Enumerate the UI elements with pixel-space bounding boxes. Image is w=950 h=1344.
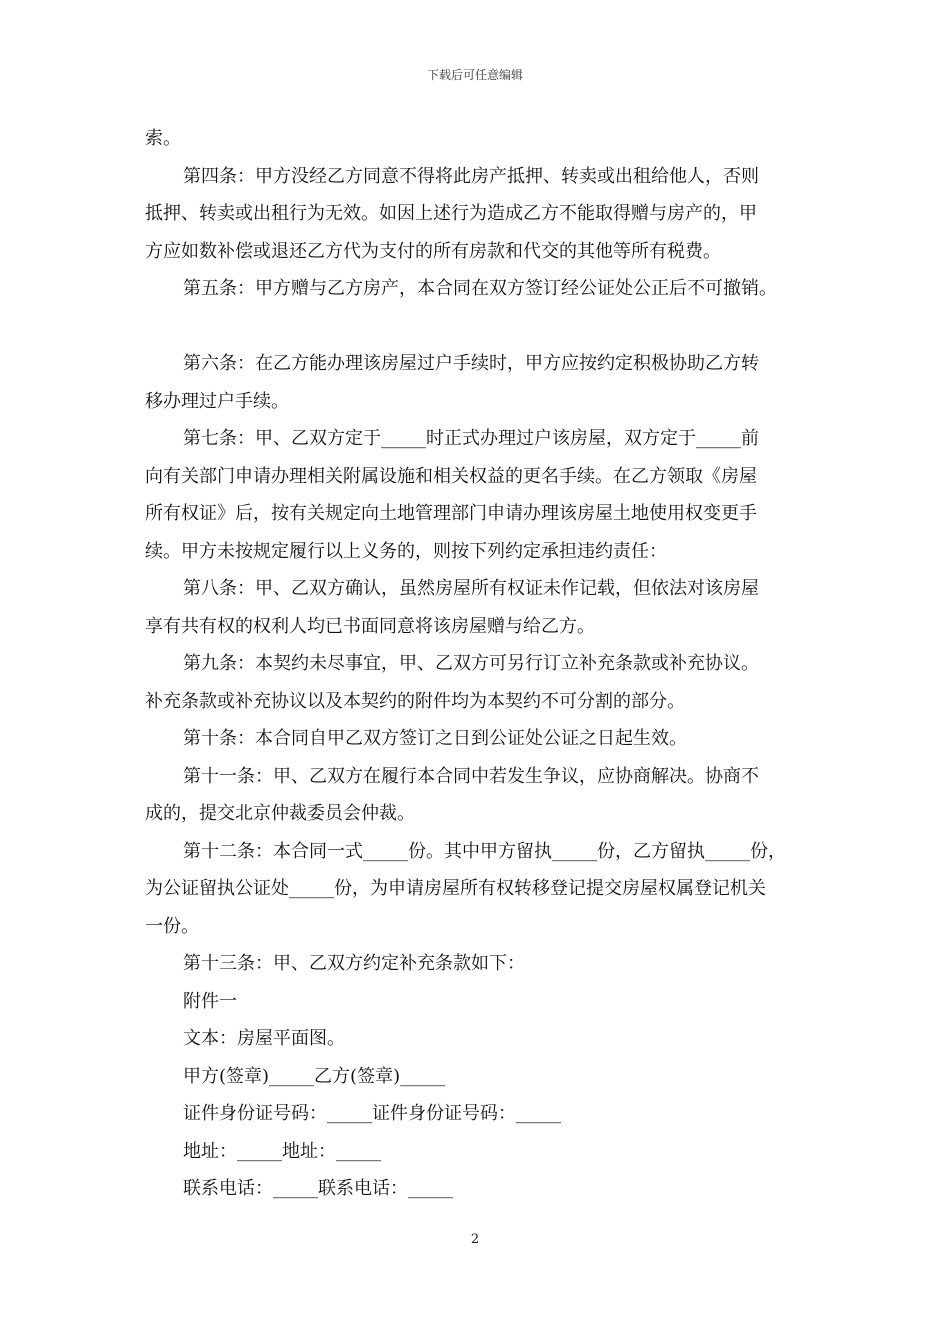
article-4-line: 抵押、转卖或出租行为无效。如因上述行为造成乙方不能取得赠与房产的，甲 [145,203,757,224]
article-4-line: 第四条：甲方没经乙方同意不得将此房产抵押、转卖或出租给他人，否则 [183,165,759,187]
article-10-line: 第十条：本合同自甲乙双方签订之日到公证处公证之日起生效。 [183,728,687,749]
article-7-line: 第七条：甲、乙双方定于_____时正式办理过户该房屋，双方定于_____前 [183,428,759,449]
article-7-line: 向有关部门申请办理相关附属设施和相关权益的更名手续。在乙方领取《房屋 [145,465,757,487]
signature-line: 甲方(签章)_____乙方(签章)_____ [183,1065,446,1087]
article-9-line: 补充条款或补充协议以及本契约的附件均为本契约不可分割的部分。 [145,690,685,712]
article-4-line: 方应如数补偿或退还乙方代为支付的所有房款和代交的其他等所有税费。 [145,240,721,262]
article-6-line: 第六条：在乙方能办理该房屋过户手续时，甲方应按约定积极协助乙方转 [183,353,759,374]
body-line: 索。 [145,128,181,149]
article-8-line: 享有共有权的权利人均已书面同意将该房屋赠与给乙方。 [145,615,595,637]
article-12-line: 为公证留执公证处_____份，为申请房屋所有权转移登记提交房屋权属登记机关 [145,878,766,899]
page-header: 下载后可任意编辑 [426,68,523,82]
article-12-line: 一份。 [145,915,199,937]
article-11-line: 成的，提交北京仲裁委员会仲裁。 [145,803,415,824]
phone-line: 联系电话：_____联系电话：_____ [183,1178,453,1199]
address-line: 地址：_____地址：_____ [183,1140,381,1162]
id-number-line: 证件身份证号码：_____证件身份证号码：_____ [183,1103,561,1124]
article-7-line: 所有权证》后，按有关规定向土地管理部门申请办理该房屋土地使用权变更手 [145,503,757,524]
attachment-title: 附件一 [183,990,237,1012]
article-5-line: 第五条：甲方赠与乙方房产，本合同在双方签订经公证处公正后不可撤销。 [183,278,777,299]
article-8-line: 第八条：甲、乙双方确认，虽然房屋所有权证未作记载，但依法对该房屋 [183,578,759,599]
article-13-line: 第十三条：甲、乙双方约定补充条款如下： [183,953,525,974]
document-body [145,120,810,1208]
paragraph-gap [145,308,810,346]
attachment-text: 文本：房屋平面图。 [183,1028,345,1049]
article-7-line: 续。甲方未按规定履行以上义务的，则按下列约定承担违约责任： [145,540,667,562]
article-11-line: 第十一条：甲、乙双方在履行本合同中若发生争议，应协商解决。协商不 [183,765,759,787]
article-12-line: 第十二条：本合同一式_____份。其中甲方留执_____份，乙方留执_____份， [183,840,786,862]
article-9-line: 第九条：本契约未尽事宜，甲、乙双方可另行订立补充条款或补充协议。 [183,653,759,674]
page-number: 2 [470,1232,480,1247]
article-6-line: 移办理过户手续。 [145,390,289,412]
